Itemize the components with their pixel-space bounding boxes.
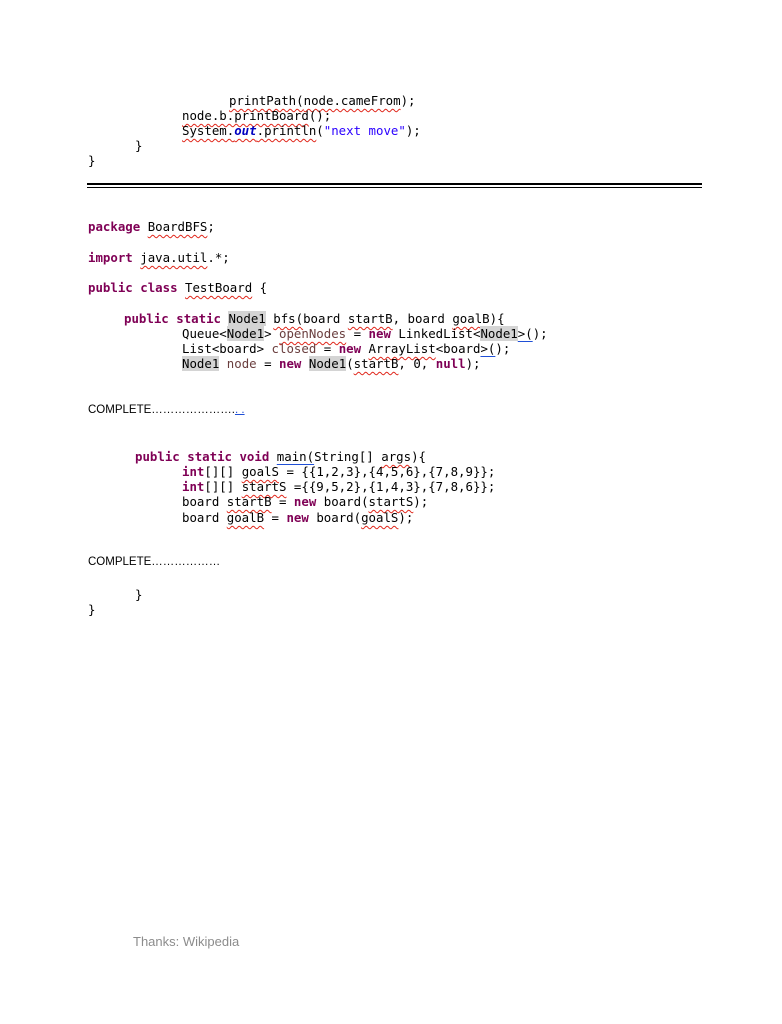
footer-credit: Thanks: Wikipedia <box>133 934 240 949</box>
println-close: ); <box>405 123 421 138</box>
class-keyword: class <box>140 280 178 295</box>
goals-var: goalS <box>241 464 280 479</box>
complete-link-1[interactable]: . . <box>234 404 245 416</box>
open-nodes-var: openNodes <box>279 326 347 341</box>
starts-int-keyword: int <box>182 479 205 494</box>
package-line <box>88 219 215 234</box>
print-board-end: (); <box>308 108 332 123</box>
list-line <box>182 341 510 356</box>
println-line <box>182 123 421 138</box>
starts-value: ={{9,5,2},{1,4,3},{7,8,6}}; <box>286 479 496 494</box>
bfs-static-keyword: static <box>176 311 221 326</box>
main-open-brace: ){ <box>411 449 426 464</box>
package-semicolon: ; <box>207 219 215 234</box>
class-close-brace: } <box>88 602 96 617</box>
out-field: out <box>234 123 257 138</box>
complete-label-2: COMPLETE <box>88 556 152 568</box>
complete-placeholder-1 <box>88 404 245 416</box>
complete-dots-1: …………………. <box>151 404 235 416</box>
queue-eq: = <box>346 326 369 341</box>
arraylist-generic-close: >( <box>480 341 496 356</box>
list-space <box>361 341 368 356</box>
goalb-end: ); <box>398 510 414 525</box>
node-open-paren: ( <box>346 356 354 371</box>
main-static-keyword: static <box>187 449 232 464</box>
class-name: TestBoard <box>185 280 253 295</box>
startb-arg: startS <box>368 494 414 509</box>
goalb-type: board <box>182 510 227 525</box>
node-args: , 0, <box>398 356 436 371</box>
system-ref: System. <box>182 123 235 138</box>
import-line <box>88 250 230 265</box>
args-param: args <box>381 449 412 464</box>
startb-line <box>182 494 428 509</box>
complete-label-1: COMPLETE <box>88 404 152 416</box>
starts-line <box>182 479 495 494</box>
goalb-ctor: board( <box>308 510 362 525</box>
node-end: ); <box>465 356 481 371</box>
startb-end: ); <box>413 494 429 509</box>
startb-eq: = <box>271 494 294 509</box>
class-open-brace: { <box>252 280 268 295</box>
main-close-brace: } <box>135 587 143 602</box>
list-end: ); <box>495 341 511 356</box>
startb-new-keyword: new <box>293 494 317 509</box>
node-new-keyword: new <box>279 356 302 371</box>
null-keyword: null <box>435 356 466 371</box>
queue-node-type: Node1 <box>226 326 265 341</box>
goalb-var: goalB <box>226 510 265 525</box>
goalb-new-keyword: new <box>286 510 309 525</box>
node-eq: = <box>256 356 280 371</box>
bfs-param-goalb: goalB <box>452 311 490 326</box>
complete-placeholder-2 <box>88 556 220 568</box>
import-name: java.util <box>140 250 208 265</box>
startb-type: board <box>182 494 227 509</box>
goals-int-keyword: int <box>182 464 205 479</box>
list-type: List<board> <box>182 341 272 356</box>
main-method-name: main( <box>276 449 315 464</box>
list-new-keyword: new <box>338 341 362 356</box>
bfs-param-comma: , board <box>392 311 453 326</box>
queue-new-keyword: new <box>368 326 391 341</box>
print-path-line <box>229 93 416 108</box>
closed-var: closed <box>271 341 317 356</box>
println-open: ( <box>316 123 324 138</box>
print-board-call: node.b.printBoard <box>182 108 309 123</box>
goals-line <box>182 464 495 479</box>
next-move-string: "next move" <box>323 123 406 138</box>
outer-close-brace: } <box>88 153 96 168</box>
node-constructor: Node1 <box>308 356 347 371</box>
queue-end: ); <box>532 326 548 341</box>
node-space <box>301 356 308 371</box>
public-keyword: public <box>88 280 133 295</box>
println-call: .println <box>256 123 317 138</box>
bfs-param-type: board <box>303 311 348 326</box>
queue-gt: > <box>264 326 279 341</box>
goalb-eq: = <box>264 510 287 525</box>
node-type: Node1 <box>182 356 220 371</box>
import-keyword: import <box>88 250 133 265</box>
main-signature <box>135 449 426 464</box>
node-var: node <box>219 356 257 371</box>
queue-type: Queue< <box>182 326 227 341</box>
section-divider-thick <box>87 183 702 185</box>
linkedlist-generic-close: >( <box>517 326 533 341</box>
main-param-type: String[] <box>314 449 382 464</box>
class-declaration <box>88 280 267 295</box>
starts-array: [][] <box>204 479 242 494</box>
main-public-keyword: public <box>135 449 180 464</box>
bfs-method-name: bfs( <box>273 311 304 326</box>
startb-ctor: board( <box>316 494 369 509</box>
bfs-return-type: Node1 <box>228 311 266 326</box>
bfs-public-keyword: public <box>124 311 169 326</box>
node-startb-arg: startB <box>353 356 399 371</box>
arraylist-type: ArrayList <box>368 341 436 356</box>
starts-var: startS <box>241 479 287 494</box>
inner-close-brace: } <box>135 138 143 153</box>
list-eq: = <box>316 341 339 356</box>
node-init-line <box>182 356 481 371</box>
goalb-arg: goalS <box>361 510 399 525</box>
print-board-line <box>182 108 331 123</box>
print-path-end: ); <box>400 93 416 108</box>
print-path-call: printPath( <box>229 93 304 108</box>
bfs-open-brace: ){ <box>489 311 505 326</box>
linkedlist-type: LinkedList< <box>390 326 481 341</box>
startb-var: startB <box>226 494 272 509</box>
queue-line <box>182 326 548 341</box>
arraylist-board: <board <box>435 341 481 356</box>
linkedlist-node-type: Node1 <box>480 326 518 341</box>
package-keyword: package <box>88 219 141 234</box>
section-divider-thin <box>87 187 702 188</box>
complete-dots-2: ……………… <box>151 556 221 568</box>
goals-value: = {{1,2,3},{4,5,6},{7,8,9}}; <box>279 464 496 479</box>
came-from-field: node.cameFrom <box>303 93 401 108</box>
import-rest: .*; <box>207 250 230 265</box>
goalb-line <box>182 510 413 525</box>
bfs-param-startb: startB <box>347 311 393 326</box>
goals-array: [][] <box>204 464 242 479</box>
package-name: BoardBFS <box>147 219 208 234</box>
bfs-signature <box>124 311 505 326</box>
void-keyword: void <box>239 449 270 464</box>
